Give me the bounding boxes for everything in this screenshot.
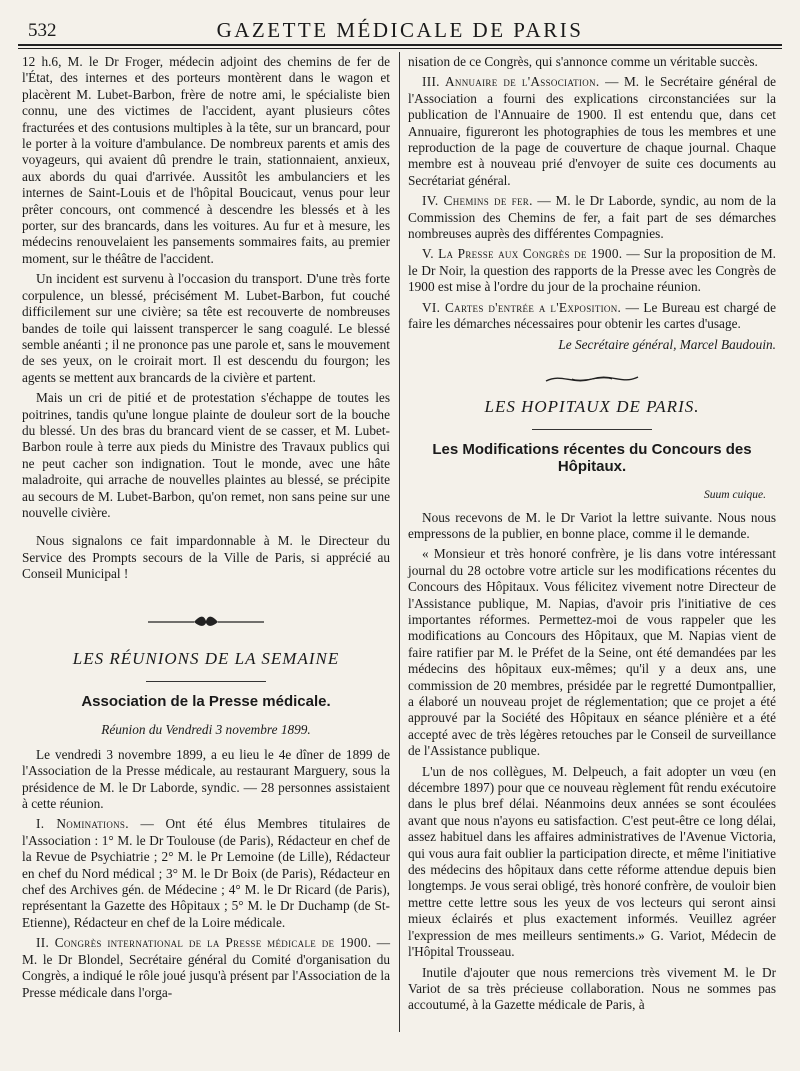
item-text: — Sur la proposition de M. le Dr Noir, la question des rapports de la Presse avec les Congrès de 1900 est mise à l'ordre du jour de la prochaine réunion. xyxy=(408,246,776,295)
paragraph: Le vendredi 3 novembre 1899, a eu lieu le 4e dîner de 1899 de l'Association de la Presse médicale, au restaurant Marguery, sous la présidence de M. le Dr Laborde, syndic. — 28 personnes assistaient à cette réunion. xyxy=(22,746,390,812)
right-column xyxy=(408,54,776,1018)
header-rule xyxy=(18,44,782,49)
meeting-date: Réunion du Vendredi 3 novembre 1899. xyxy=(101,722,311,738)
paragraph xyxy=(22,935,390,1001)
ornament-divider xyxy=(146,613,266,629)
section-title: LES RÉUNIONS DE LA SEMAINE xyxy=(72,648,340,668)
paragraph: Nous recevons de M. le Dr Variot la lettre suivante. Nous nous empressons de la publier, en bonne place, comme il le demande. xyxy=(408,509,776,541)
paragraph: 12 h.6, M. le Dr Froger, médecin adjoint des chemins de fer de l'État, des internes et des porteurs montèrent dans le wagon et placèrent M. Lubet-Barbon, frère de notre ami, le spécialiste bien connu, une des victimes de l'accident, ayant plusieurs côtes fracturées et des contusions multiples à la tête, sur un brancard, pour le porter à la voiture d'ambulance. De nombreux parents et amis des voyageurs, qui avaient dû prendre le train, stationnaient, anxieux, aux abords du quai d'arrivée. Aussitôt les ambulanciers et les internes de Saint-Louis et de l'hôpital Boucicaut, venus pour leur prêter concours, ont commencé à descendre les blessés et à les porter, sur des brancards, dans les voitures. Au fur et à mesure, les médecins renouvelaient les pansements sommaires faits, au premier moment, sur le théâtre de l'accident. xyxy=(22,54,390,266)
item-text: — M. le Dr Laborde, syndic, au nom de la Commission des Chemins de fer, a fait part de ses démarches nombreuses auprès des différentes Compagnies. xyxy=(408,193,776,242)
item-text: — Ont été élus Membres titulaires de l'Association : 1° M. le Dr Toulouse (de Paris), Rédacteur en chef de la Revue de Psychiatrie ; 2° M. le Pr Lemoine (de Lille), Rédacteur en chef du Nord médical ; 3° M. le Dr Boix (de Paris), Rédacteur en chef des Archives gén. de Médecine ; 4° M. le Dr Ricard (de Paris), représentant la Gazette des Hôpitaux ; 5° M. le Dr Duchamp (de St-Etienne), Rédacteur en chef de la Loire médicale. xyxy=(22,816,390,930)
paragraph xyxy=(408,74,776,189)
paragraph: Nous signalons ce fait impardonnable à M. le Directeur du Service des Prompts secours de la Ville de Paris, si apprécié au Conseil Municipal ! xyxy=(22,533,390,582)
column-divider xyxy=(399,52,400,1032)
article-title: Les Modifications récentes du Concours des Hôpitaux. xyxy=(432,441,752,475)
paragraph: Un incident est survenu à l'occasion du transport. D'une très forte corpulence, un blessé, précisément M. Lubet-Barbon, fut couché difficilement sur une civière; sa tête est recouverte de nombreuses bandes de toile qui laissent transpercer le sang coagulé. Le blessé semble anéanti ; il ne prononce pas une parole et, sans le mouvement de ses yeux, on le croirait mort. Il est descendu du fourgon; les agents se mettent aux brancards de la civière et partent. xyxy=(22,271,390,385)
item-heading: I. Nominations. xyxy=(36,816,129,832)
paragraph xyxy=(408,193,776,242)
left-column xyxy=(22,54,390,1005)
section-rule xyxy=(146,681,266,682)
section-title: LES HOPITAUX DE PARIS. xyxy=(484,396,700,416)
item-text: — M. le Secrétaire général de l'Association a fourni des explications circonstanciées sur la publication de l'Annuaire de 1900. Il est entendu que, dans cet Annuaire, figureront les photographies de tous les membres et une reproduction de la page de couverture de chaque journal. Chaque membre est à nouveau prié d'envoyer de suite ces documents au Secrétariat général. xyxy=(408,74,777,188)
paragraph xyxy=(408,246,776,295)
paragraph xyxy=(408,300,776,333)
item-heading: VI. Cartes d'entrée a l'Exposition. xyxy=(422,299,622,315)
article-title: Association de la Presse médicale. xyxy=(81,693,331,710)
item-text: — M. le Dr Blondel, Secrétaire général du Comité d'organisation du Congrès, a indiqué le rôle joué jusqu'à présent par l'Association de la Presse médicale dans l'orga- xyxy=(22,935,390,1000)
motto: Suum cuique. xyxy=(704,489,766,502)
item-heading: IV. Chemins de fer. xyxy=(422,193,533,209)
paragraph: L'un de nos collègues, M. Delpeuch, a fait adopter un vœu (en décembre 1897) pour que ce nouveau règlement fût rendu exécutoire dans le plus bref délai. Néanmoins deux années se sont écoulées avant que nous n'ayons eu satisfaction. C'est peut-être ce long délai, assez habituel dans les affaires administratives de l'Avenue Victoria, qui vous aura fait oublier la participation directe, et même l'initiative des médecins des hôpitaux dans cette réforme attendue depuis bien longtemps. Je vous serai obligé, très honoré confrère, de vouloir bien mettre cette lettre sous les yeux de vos lecteurs qui seront ainsi mieux éclairés et plus exactement informés. Veuillez agréer l'expression de mes meilleurs sentiments.» G. Variot, Médecin de l'Hôpital Trousseau. xyxy=(408,763,776,960)
page-number: 532 xyxy=(28,20,57,41)
section-rule xyxy=(532,429,652,430)
journal-title: GAZETTE MÉDICALE DE PARIS xyxy=(216,18,584,42)
signature-line: Le Secrétaire général, Marcel Baudouin. xyxy=(558,336,776,352)
item-heading: II. Congrès international de la Presse médicale de 1900. xyxy=(36,935,372,951)
paragraph xyxy=(22,816,390,931)
item-heading: III. Annuaire de l'Association. xyxy=(422,74,600,90)
ornament-divider xyxy=(542,371,642,387)
item-heading: V. La Presse aux Congrès de 1900. xyxy=(422,246,623,262)
item-text: — Le Bureau est chargé de faire les démarches nécessaires pour obtenir les cartes d'usage. xyxy=(408,299,776,332)
paragraph: « Monsieur et très honoré confrère, je lis dans votre intéressant journal du 28 octobre votre article sur les modifications récentes du Concours des Hôpitaux. Vous félicitez vivement notre Directeur de l'Assistance publique, M. Napias, d'avoir pris l'initiative de ces importantes réformes. Permettez-moi de vous rappeler que les modifications au Concours des Hôpitaux, que M. Napias vient de faire ratifier par M. le Préfet de la Seine, ont été demandées par les médecins des hôpitaux eux-mêmes; qu'il y a deux ans, une commission de 20 membres, présidée par le regretté Dumontpallier, a élaboré un nouveau projet de réglementation; que ce projet a été approuvé par la Société des Hôpitaux en séance plénière et a été accepté avec de très légères retouches par le Conseil de surveillance de l'Assistance publique. xyxy=(408,546,776,759)
paragraph: nisation de ce Congrès, qui s'annonce comme un véritable succès. xyxy=(408,54,758,69)
paragraph: Inutile d'ajouter que nous remercions très vivement M. le Dr Variot de sa très précieuse collaboration. Nous ne sommes pas accoutumé, à la Gazette médicale de Paris, à xyxy=(408,964,776,1013)
page-header xyxy=(18,14,782,44)
paragraph: Mais un cri de pitié et de protestation s'échappe de toutes les poitrines, tandis qu'une longue plainte de douleur sort de la bouche du blessé. Un des bras du brancard vient de se casser, et M. Lubet-Barbon roule à terre aux pieds du Ministre des Travaux publics qui ne peut cacher son indignation. Tout le monde, avec une hâte maladroite, qui arrache de nouvelles plaintes au blessé, se précipite au secours de M. Lubet-Barbon, qu'on remet, non sans peine sur une nouvelle civière. xyxy=(22,390,390,520)
